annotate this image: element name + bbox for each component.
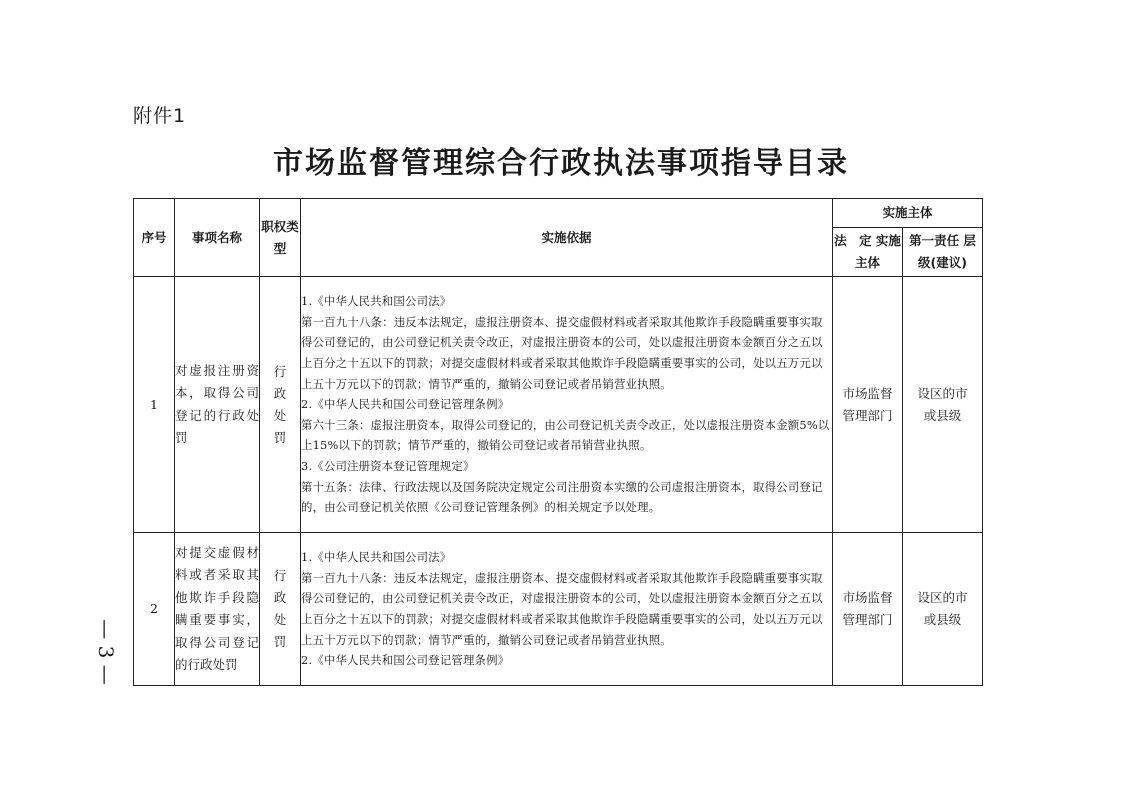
row-authority-type: 行政处罚: [260, 277, 301, 533]
row-basis: [301, 277, 833, 533]
basis-line: 1.《中华人民共和国公司法》: [301, 550, 452, 565]
row-seq: 2: [134, 533, 175, 686]
header-authority-type: 职权类型: [260, 199, 301, 277]
catalog-table: [133, 198, 983, 686]
document-title: 市场监督管理综合行政执法事项指导目录: [273, 146, 849, 181]
basis-line: 1.《中华人民共和国公司法》: [301, 294, 452, 309]
basis-line: 第十五条：法律、行政法规以及国务院决定规定公司注册资本实缴的公司虚报注册资本，取得公司登记的，由公司登记机关依照《公司登记管理条例》的相关规定予以处理。: [301, 479, 823, 515]
header-item-name: 事项名称: [175, 199, 260, 277]
row-authority-type: 行政处罚: [260, 533, 301, 686]
row-seq: 1: [134, 277, 175, 533]
header-legal-subject: 法 定 实施主体: [833, 228, 903, 277]
header-subject-group: 实施主体: [833, 199, 983, 228]
row-item-name: 对虚报注册资本，取得公司登记的行政处罚: [175, 277, 260, 533]
attachment-label: 附件1: [133, 105, 187, 127]
row-legal-subject: 市场监督管理部门: [833, 533, 903, 686]
table-row: [134, 533, 983, 686]
row-first-level: 设区的市或县级: [903, 277, 983, 533]
basis-line: 2.《中华人民共和国公司登记管理条例》: [301, 653, 510, 668]
basis-line: 2.《中华人民共和国公司登记管理条例》: [301, 397, 510, 412]
header-basis: 实施依据: [301, 199, 833, 277]
basis-line: 3.《公司注册资本登记管理规定》: [301, 458, 475, 473]
basis-line: 第六十三条：虚报注册资本，取得公司登记的，由公司登记机关责令改正，处以虚报注册资本金额5%以上15%以下的罚款；情节严重的，撤销公司登记或者吊销营业执照。: [301, 417, 830, 453]
header-first-level: 第一责任 层级(建议): [903, 228, 983, 277]
table-row: [134, 277, 983, 533]
row-basis: [301, 533, 833, 686]
header-seq: 序号: [134, 199, 175, 277]
row-item-name: 对提交虚假材料或者采取其他欺诈手段隐瞒重要事实，取得公司登记的行政处罚: [175, 533, 260, 686]
row-legal-subject: 市场监督管理部门: [833, 277, 903, 533]
row-first-level: 设区的市或县级: [903, 533, 983, 686]
basis-line: 第一百九十八条：违反本法规定，虚报注册资本、提交虚假材料或者采取其他欺诈手段隐瞒重要事实取得公司登记的，由公司登记机关责令改正，对虚报注册资本的公司，处以虚报注册资本金额百分之五以上百分之十五以下的罚款；对提交虚假材料或者采取其他欺诈手段隐瞒重要事实的公司，处以五万元以上五十万元以下的罚款；情节严重的，撤销公司登记或者吊销营业执照。: [301, 314, 823, 391]
page-number: — 3 —: [94, 619, 118, 685]
basis-line: 第一百九十八条：违反本法规定，虚报注册资本、提交虚假材料或者采取其他欺诈手段隐瞒重要事实取得公司登记的，由公司登记机关责令改正，对虚报注册资本的公司，处以虚报注册资本金额百分之五以上百分之十五以下的罚款；对提交虚假材料或者采取其他欺诈手段隐瞒重要事实的公司，处以五万元以上五十万元以下的罚款；情节严重的，撤销公司登记或者吊销营业执照。: [301, 570, 823, 647]
